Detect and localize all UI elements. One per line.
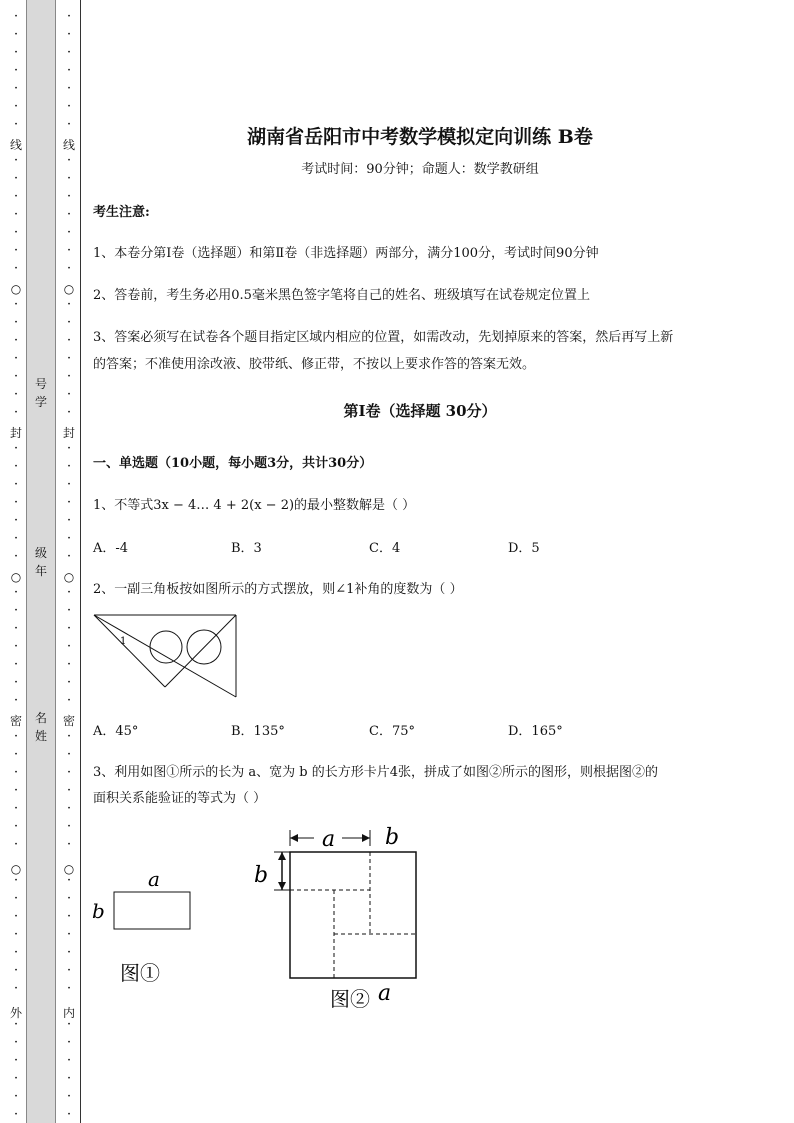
binding-dot: • (14, 535, 18, 542)
strip-label-ming: 名 (34, 711, 47, 725)
binding-mark: 密 (9, 714, 22, 728)
binding-dot: • (14, 337, 18, 344)
binding-dot: • (67, 463, 71, 470)
binding-dot: • (14, 841, 18, 848)
binding-dot: • (67, 643, 71, 650)
binding-dot: • (67, 409, 71, 416)
binding-dot: • (14, 823, 18, 830)
binding-dot: • (14, 1111, 18, 1118)
binding-dot: • (67, 1021, 71, 1028)
binding-mark: ○ (63, 862, 75, 876)
binding-dot: • (67, 265, 71, 272)
binding-mark: 封 (62, 426, 75, 440)
q1-option-d[interactable]: D．5 (508, 541, 540, 556)
binding-dot: • (14, 247, 18, 254)
binding-dot: • (67, 841, 71, 848)
triangle-rulers-figure (90, 610, 240, 700)
binding-dot: • (14, 769, 18, 776)
binding-dot: • (67, 391, 71, 398)
fig1-caption: 图① (120, 961, 160, 985)
binding-dot: • (67, 175, 71, 182)
binding-dot: • (67, 193, 71, 200)
binding-mark: 内 (62, 1006, 75, 1020)
binding-dot: • (67, 13, 71, 20)
fig2-label-a-top: a (322, 827, 336, 852)
binding-dot: • (14, 1039, 18, 1046)
binding-dot: • (14, 67, 18, 74)
binding-dot: • (14, 157, 18, 164)
fig2-label-a-bottom: a (378, 981, 392, 1006)
note-item: 3、答案必须写在试卷各个题目指定区域内相应的位置，如需改动，先划掉原来的答案，然后再写上新 (93, 330, 674, 345)
binding-dot: • (14, 121, 18, 128)
binding-dot: • (67, 751, 71, 758)
page-subtitle: 考试时间：90分钟；命题人：数学教研组 (301, 162, 539, 177)
binding-dot: • (14, 211, 18, 218)
angle-1-label: 1 (120, 636, 127, 647)
strip-label-xue: 学 (34, 395, 47, 409)
note-item: 1、本卷分第I卷（选择题）和第Ⅱ卷（非选择题）两部分，满分100分，考试时间90分钟 (93, 246, 599, 261)
q2-option-c[interactable]: C．75° (369, 724, 415, 739)
strip-label-ji: 级 (34, 546, 47, 560)
binding-dot: • (67, 157, 71, 164)
binding-dot: • (14, 31, 18, 38)
note-item: 的答案；不准使用涂改液、胶带纸、修正带，不按以上要求作答的答案无效。 (93, 357, 536, 372)
binding-dot: • (14, 13, 18, 20)
binding-mark: 封 (9, 426, 22, 440)
binding-dot: • (14, 967, 18, 974)
binding-dot: • (14, 931, 18, 938)
binding-dot: • (14, 913, 18, 920)
binding-dot: • (67, 211, 71, 218)
binding-dot: • (14, 481, 18, 488)
binding-dot: • (67, 535, 71, 542)
binding-dot: • (14, 589, 18, 596)
binding-dot: • (67, 679, 71, 686)
q2-option-d[interactable]: D．165° (508, 724, 563, 739)
binding-dot: • (14, 103, 18, 110)
binding-dot: • (67, 355, 71, 362)
binding-dot: • (14, 409, 18, 416)
binding-dot: • (67, 931, 71, 938)
binding-dot: • (14, 1075, 18, 1082)
binding-dot: • (14, 1057, 18, 1064)
binding-dot: • (14, 499, 18, 506)
binding-dot: • (67, 877, 71, 884)
fig1-label-b: b (92, 899, 105, 923)
binding-dot: • (67, 985, 71, 992)
q1-option-c[interactable]: C．4 (369, 541, 401, 556)
binding-mark: 密 (62, 714, 75, 728)
binding-dot: • (67, 373, 71, 380)
binding-dot: • (67, 1111, 71, 1118)
binding-dot: • (14, 517, 18, 524)
binding-mark: ○ (63, 570, 75, 584)
fig2-label-b-left: b (254, 863, 269, 888)
binding-dot: • (67, 337, 71, 344)
binding-dot: • (67, 967, 71, 974)
binding-mark: ○ (63, 282, 75, 296)
binding-dot: • (67, 787, 71, 794)
binding-dot: • (14, 733, 18, 740)
part-heading: 一、单选题（10小题，每小题3分，共计30分） (93, 456, 373, 471)
binding-mark: ○ (10, 282, 22, 296)
binding-dot: • (14, 985, 18, 992)
binding-dot: • (67, 31, 71, 38)
q1-option-a[interactable]: A．-4 (93, 541, 129, 556)
binding-dot: • (14, 49, 18, 56)
binding-dot: • (14, 229, 18, 236)
binding-dot: • (67, 247, 71, 254)
binding-mark: 线 (9, 138, 22, 152)
binding-dot: • (67, 697, 71, 704)
binding-dot: • (67, 805, 71, 812)
strip-label-xing: 姓 (34, 729, 47, 743)
binding-dot: • (14, 175, 18, 182)
section-title: 第I卷（选择题 30分） (343, 402, 497, 420)
binding-dot: • (14, 373, 18, 380)
binding-dot: • (67, 67, 71, 74)
binding-dot: • (14, 895, 18, 902)
binding-dot: • (67, 769, 71, 776)
question-3-stem-line2: 面积关系能验证的等式为（ ） (93, 791, 267, 806)
binding-dot: • (67, 1093, 71, 1100)
binding-dot: • (67, 301, 71, 308)
binding-dot: • (14, 85, 18, 92)
binding-dot: • (14, 625, 18, 632)
binding-dot: • (14, 355, 18, 362)
strip-label-nian: 年 (34, 564, 47, 578)
binding-dot: • (67, 49, 71, 56)
binding-dot: • (14, 553, 18, 560)
binding-dot: • (67, 949, 71, 956)
fig1-label-a: a (148, 867, 160, 891)
binding-mark: 外 (9, 1006, 22, 1020)
binding-dot: • (67, 607, 71, 614)
binding-dot: • (14, 319, 18, 326)
binding-dot: • (67, 589, 71, 596)
question-1-stem: 1、不等式3x − 4… 4 + 2(x − 2)的最小整数解是（ ） (93, 498, 416, 513)
q2-option-a[interactable]: A．45° (93, 724, 139, 739)
binding-dot: • (14, 661, 18, 668)
binding-dot: • (14, 643, 18, 650)
notes-heading: 考生注意: (93, 205, 150, 220)
fig2-label-b-top: b (385, 825, 400, 850)
binding-dot: • (67, 517, 71, 524)
binding-dot: • (14, 607, 18, 614)
binding-dot: • (67, 445, 71, 452)
strip-label-hao: 号 (34, 377, 47, 391)
binding-dot: • (67, 913, 71, 920)
binding-dot: • (14, 301, 18, 308)
binding-dot: • (14, 787, 18, 794)
binding-dot: • (14, 1093, 18, 1100)
binding-dot: • (14, 265, 18, 272)
q2-option-b[interactable]: B．135° (231, 724, 285, 739)
figure-1-rectangle (88, 866, 208, 991)
binding-mark: ○ (10, 862, 22, 876)
binding-dot: • (14, 193, 18, 200)
binding-dot: • (14, 697, 18, 704)
binding-dot: • (67, 229, 71, 236)
binding-dot: • (14, 751, 18, 758)
binding-dot: • (67, 499, 71, 506)
binding-dot: • (67, 481, 71, 488)
binding-dot: • (67, 85, 71, 92)
binding-dot: • (67, 1057, 71, 1064)
binding-dot: • (14, 445, 18, 452)
binding-dot: • (67, 895, 71, 902)
figure-2-square (250, 824, 450, 1014)
binding-dot: • (67, 823, 71, 830)
binding-dot: • (14, 949, 18, 956)
page-title: 湖南省岳阳市中考数学模拟定向训练 B卷 (247, 126, 593, 148)
note-item: 2、答卷前，考生务必用0.5毫米黑色签字笔将自己的姓名、班级填写在试卷规定位置上 (93, 288, 590, 303)
binding-dot: • (67, 733, 71, 740)
binding-mark: 线 (62, 138, 75, 152)
binding-dot: • (67, 319, 71, 326)
binding-dot: • (14, 805, 18, 812)
fig2-caption: 图② (330, 987, 370, 1011)
question-3-stem-line1: 3、利用如图①所示的长为 a、宽为 b 的长方形卡片4张，拼成了如图②所示的图形，则根据图②的 (93, 765, 659, 780)
binding-mark: ○ (10, 570, 22, 584)
binding-dot: • (67, 625, 71, 632)
binding-dot: • (67, 103, 71, 110)
binding-dot: • (14, 391, 18, 398)
binding-dot: • (14, 1021, 18, 1028)
question-2-stem: 2、一副三角板按如图所示的方式摆放，则∠1补角的度数为（ ） (93, 582, 463, 597)
binding-dot: • (67, 121, 71, 128)
binding-dot: • (14, 463, 18, 470)
binding-dot: • (14, 877, 18, 884)
binding-dot: • (67, 1075, 71, 1082)
binding-dot: • (67, 1039, 71, 1046)
binding-dot: • (14, 679, 18, 686)
binding-dot: • (67, 661, 71, 668)
binding-dot: • (67, 553, 71, 560)
q1-option-b[interactable]: B．3 (231, 541, 262, 556)
